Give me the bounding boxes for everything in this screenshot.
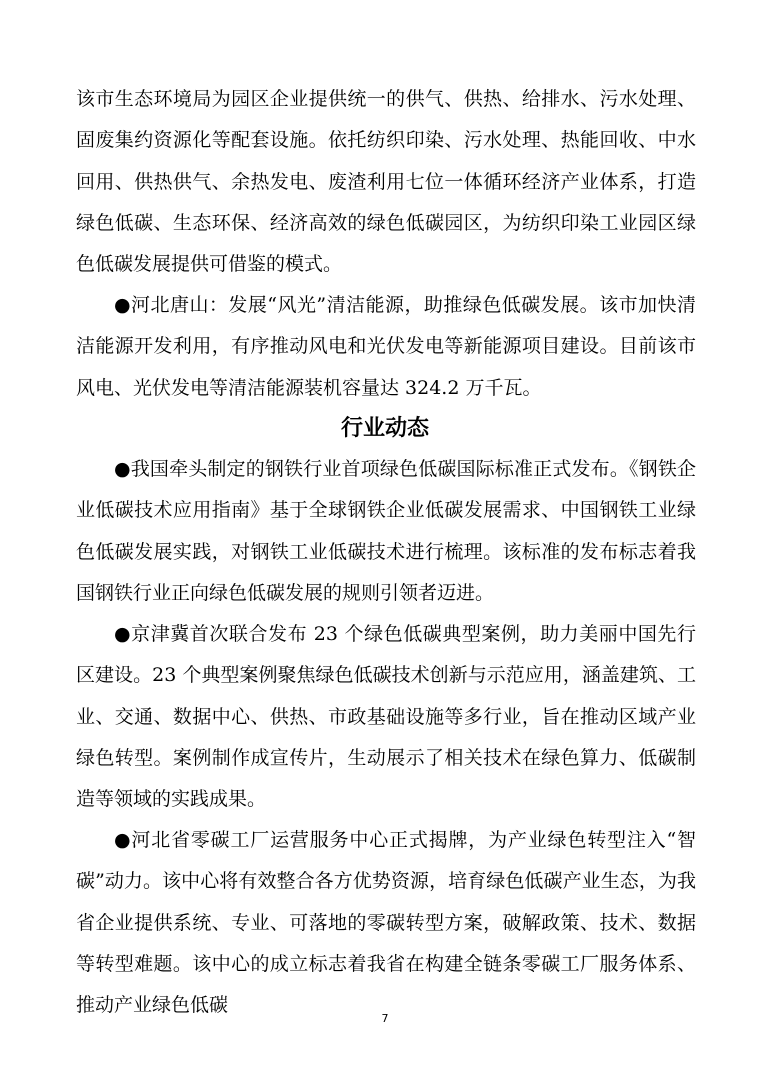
paragraph-continuation: 该市生态环境局为园区企业提供统一的供气、供热、给排水、污水处理、固废集约资源化等配套设施。依托纺织印染、污水处理、热能回收、中水回用、供热供气、余热发电、废渣利用七位一体循环经济产业体系，打造绿色低碳、生态环保、经济高效的绿色低碳园区，为纺织印染工业园区绿色低碳发展提供可借鉴的模式。 bbox=[76, 88, 696, 276]
paragraph-tangshan: ●河北唐山：发展“风光”清洁能源，助推绿色低碳发展。该市加快清洁能源开发利用，有序推动风电和光伏发电等新能源项目建设。目前该市风电、光伏发电等清洁能源装机容量达 324.2 万千瓦。 bbox=[76, 294, 696, 399]
news-item-jingjinji-cases: ●京津冀首次联合发布 23 个绿色低碳典型案例，助力美丽中国先行区建设。23 个典型案例聚焦绿色低碳技术创新与示范应用，涵盖建筑、工业、交通、数据中心、供热、市政基础设施等多行业，旨在推动区域产业绿色转型。案例制作成宣传片，生动展示了相关技术在绿色算力、低碳制造等领域的实践成果。 bbox=[76, 623, 696, 811]
news-item-zero-carbon-center: ●河北省零碳工厂运营服务中心正式揭牌，为产业绿色转型注入“智碳”动力。该中心将有效整合各方优势资源，培育绿色低碳产业生态，为我省企业提供系统、专业、可落地的零碳转型方案，破解政策、技术、数据等转型难题。该中心的成立标志着我省在构建全链条零碳工厂服务体系、推动产业绿色低碳 bbox=[76, 829, 696, 1017]
section-heading: 行业动态 bbox=[340, 416, 429, 441]
page-number: 7 bbox=[381, 1012, 389, 1025]
news-item-steel-standard: ●我国牵头制定的钢铁行业首项绿色低碳国际标准正式发布。《钢铁企业低碳技术应用指南》基于全球钢铁企业低碳发展需求、中国钢铁工业绿色低碳发展实践，对钢铁工业低碳技术进行梳理。该标准的发布标志着我国钢铁行业正向绿色低碳发展的规则引领者迈进。 bbox=[76, 458, 696, 604]
